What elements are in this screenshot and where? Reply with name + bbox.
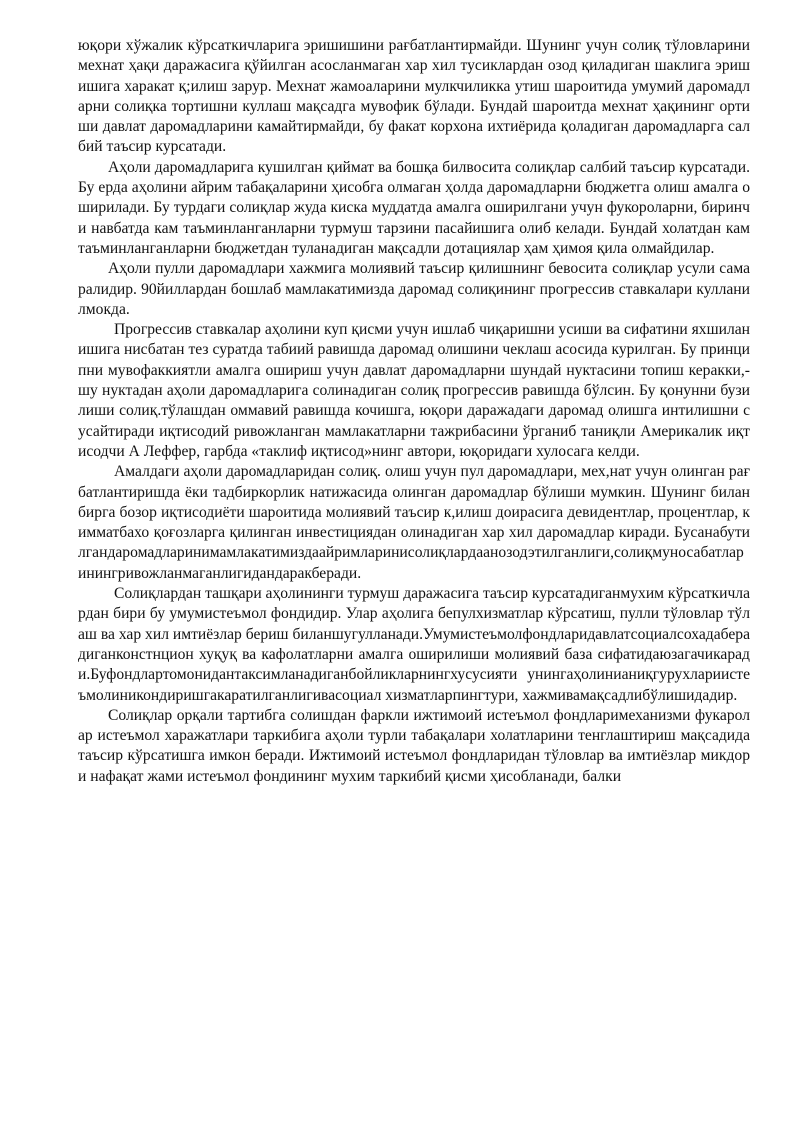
- paragraph-7: Солиқлар орқали тартибга солишдан фаркли ижтимоий истеъмол фондларимеханизми фукаролар истеъмол харажатлари таркибига аҳоли турли табақалари холатларини тенглаштириш мақсадида таъсир кўрсатишга имкон беради. Ижтимоий истеъмол фондларидан тўловлар ва имтиёзлар микдори нафақат жами истеъмол фондининг мухим таркибий қисми ҳисобланади, балки: [78, 706, 750, 785]
- paragraph-4: Прогрессив ставкалар аҳолини куп қисми учун ишлаб чиқаришни усиши ва сифатини яхшиланишига нисбатан тез суратда табиий равишда даромад олишини чеклаш асосида курилган. Бу принципни мувофаккиятли амалга ошириш учун давлат даромадларни шундай нуктасини топиш керакки,- шу нуктадан аҳоли даромадларига солинадиган солиқ прогрессив равишда бўлсин. Бу қонунни бузилиши солиқ.тўлашдан оммавий равишда кочишга, юқори даражадаги даромад олишга интилишни сусайтиради иқтисодий ривожланган мамлакатларни тажрибасини ўрганиб таниқли Америкалик иқтисодчи А Леффер, гарбда «таклиф иқтисод»нинг автори, юқоридаги хулосага келди.: [78, 321, 750, 460]
- paragraph-1: юқори хўжалик кўрсаткичларига эришишини рағбатлантирмайди. Шунинг учун солиқ тўловларини мехнат ҳақи даражасига қўйилган асосланмаган хар хил тусиклардан озод қиладиган шаклига эришишига харакат қ;илиш зарур. Мехнат жамоаларини мулкчиликка утиш шароитида умумий даромадларни солиқка тортишни куллаш мақсадга мувофик бўлади. Бундай шароитда мехнат ҳақининг ортиши давлат даромадларини камайтирмайди, бу факат корхона ихтиёрида қоладиган даромадларга салбий таъсир курсатади.: [78, 37, 750, 156]
- paragraph-2: Аҳоли даромадларига кушилган қиймат ва бошқа билвосита солиқлар салбий таъсир курсатади. Бу ерда аҳолини айрим табақаларини ҳисобга олмаган ҳолда даромадларни бюджетга олиш амалга оширилади. Бу турдаги солиқлар жуда киска муддатда амалга оширилгани учун фукороларни, биринчи навбатда кам таъминланганларни турмуш тарзини пасайишига олиб келади. Бундай холатдан кам таъминланганларни бюджетдан туланадиган мақсадли дотациялар ҳам ҳимоя қила олмайдилар.: [78, 158, 750, 257]
- paragraph-3: Аҳоли пулли даромадлари хажмига молиявий таъсир қилишнинг бевосита солиқлар усули самаралидир. 90йиллардан бошлаб мамлакатимизда даромад солиқининг прогрессив ставкалари кулланилмокда.: [78, 260, 750, 318]
- document-page: [78, 36, 750, 787]
- paragraph-6: Солиқлардан ташқари аҳолининги турмуш даражасига таъсир курсатадиганмухим кўрсаткичлардан бири бу умумистеъмол фондидир. Улар аҳолига бепулхизматлар кўрсатиш, пулли тўловлар тўлаш ва хар хил имтиёзлар бериш биланшугулланади.Умумистеъмолфондларидавлатсоциалсохадаберадиганконстнцион хуқуқ ва кафолатларни амалга оширилиши молиявий база сифатидаюзагачикаради.Буфондлартомонидантаксимланадиганбойликларнингхусусияти унингаҳолинианиқгурухлариистеъмолиникондиришгакаратилганлигивасоциал хизматларпингтури, хажмивамақсадлибўлишидадир.: [78, 585, 751, 704]
- paragraph-5: Амалдаги аҳоли даромадларидан солиқ. олиш учун пул даромадлари, мех,нат учун олинган рағбатлантиришда ёки тадбиркорлик натижасида олинган даромадлар бўлиши мумкин. Шунинг билан бирга бозор иқтисодиёти шароитида молиявий таъсир к,илиш доирасига девидентлар, процентлар, кимматбахо қоғозларга қилинган инвестициядан олинадиган хар хил даромадлар киради. Бусанабутилгандаромадларинимамлакатимиздаайримларинисолиқлардаанозодэтилганлиги,солиқмуносабатларинингривожланмаганлигидандаракберади.: [78, 463, 750, 582]
